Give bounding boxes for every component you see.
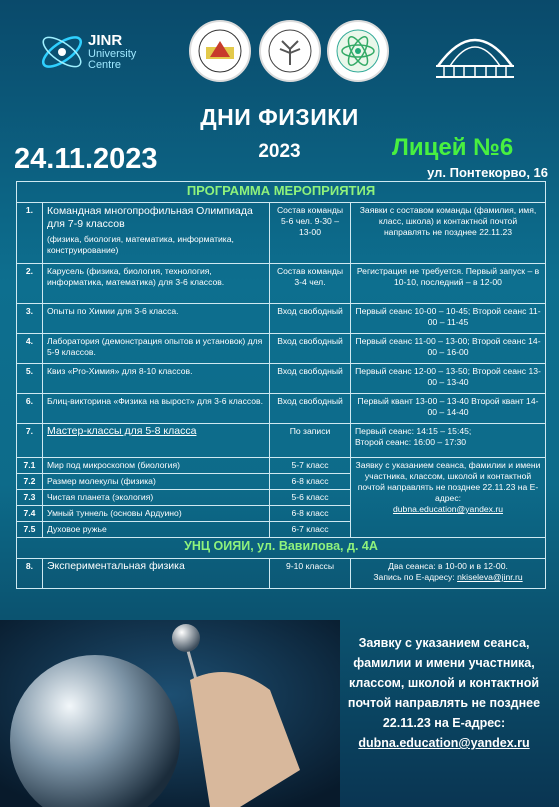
table-row [17,424,546,458]
row-number: 5. [17,364,43,394]
program-table [16,181,546,589]
jinr-university-centre-logo [38,24,168,84]
school-tree-emblem [259,20,321,82]
table-row [17,559,546,589]
master-class-info: Заявку с указанием сеанса, фамилии и имени участника, классом, школой и контактной почтой направлять не позднее 22.11.23 на Е-адрес: [355,460,541,503]
section-heading: УНЦ ОИЯИ, ул. Вавилова, д. 4А [17,538,546,559]
row-team: Вход свободный [270,364,351,394]
row-grade: 9-10 классы [270,559,351,589]
row-title: Мир под микроскопом (биология) [43,458,270,474]
registration-text: Заявку с указанием сеанса, фамилии и имени участника, классом, школой и контактной почтой направлять не позднее 22.11.23 на Е-адрес: [347,636,541,730]
row-contact-label: Запись по Е-адресу: [373,572,455,582]
table-row [17,304,546,334]
row-title: Блиц-викторина «Физика на вырост» для 3-6 классов. [43,394,270,424]
jinr-logo-title: JINR [88,32,123,49]
row-number: 7. [17,424,43,458]
row-title: Размер молекулы (физика) [43,474,270,490]
row-title: Умный туннель (основы Ардуино) [43,506,270,522]
master-class-email-link[interactable]: dubna.education@yandex.ru [392,504,504,514]
row-team: По записи [270,424,351,458]
row-title: Командная многопрофильная Олимпиада для 7-9 классов [47,205,253,230]
jinr-building-logo [430,20,520,80]
table-row [17,394,546,424]
row-title: Духовое ружье [43,522,270,538]
physics-atom-emblem [327,20,389,82]
registration-email-link[interactable]: dubna.education@yandex.ru [358,736,530,750]
event-year: 2023 [258,141,301,162]
row-grade: 5-7 класс [270,458,351,474]
row-team: Вход свободный [270,394,351,424]
row-info: Первый сеанс 10-00 – 10-45; Второй сеанс 11-00 – 11-45 [351,304,546,334]
atom-logo-icon [38,24,88,80]
row-team: Состав команды 3-4 чел. [270,264,351,304]
dubna-city-emblem [189,20,251,82]
row-number: 2. [17,264,43,304]
row-title: Мастер-классы для 5-8 класса [43,424,270,458]
row-info-cell [351,559,546,589]
jinr-logo-subtitle: University Centre [88,48,137,71]
row-info: Первый квант 13-00 – 13-40 Второй квант 14-00 – 14-40 [351,394,546,424]
table-row [17,458,546,474]
row-title: Карусель (физика, биология, технология, информатика, математика) для 3-6 классов. [43,264,270,304]
row-number: 7.1 [17,458,43,474]
contact-email-link[interactable]: nkiseleva@jinr.ru [457,572,523,582]
row-info: Заявки с составом команды (фамилия, имя, класс, школа) и контактной почтой направлять не позднее 22.11.23 [351,203,546,264]
row-number: 7.3 [17,490,43,506]
row-grade: 6-8 класс [270,506,351,522]
row-info: Два сеанса: в 10-00 и в 12-00. [388,561,508,571]
lyceum-address: ул. Понтекорво, 16 [427,165,548,180]
session-1: Первый сеанс: 14:15 – 15:45; [355,426,472,436]
table-row [17,334,546,364]
row-number: 7.4 [17,506,43,522]
table-heading-row [17,182,546,203]
row-grade: 6-8 класс [270,474,351,490]
program-heading: ПРОГРАММА МЕРОПРИЯТИЯ [17,182,546,203]
event-date: 24.11.2023 [14,143,158,175]
row-title-cell [43,203,270,264]
section-heading-row [17,538,546,559]
row-info: Первый сеанс 12-00 – 13-50; Второй сеанс 13-00 – 13-40 [351,364,546,394]
row-team: Вход свободный [270,334,351,364]
table-row [17,203,546,264]
session-2: Второй сеанс: 16:00 – 17:30 [355,437,467,447]
row-number: 4. [17,334,43,364]
row-grade: 6-7 класс [270,522,351,538]
row-number: 6. [17,394,43,424]
row-number: 7.5 [17,522,43,538]
row-team: Состав команды 5-6 чел. 9-30 – 13-00 [270,203,351,264]
row-number: 7.2 [17,474,43,490]
row-info-cell [351,424,546,458]
registration-note [336,633,552,753]
row-title: Экспериментальная физика [43,559,270,589]
row-info: Первый сеанс 11-00 – 13-00; Второй сеанс 14-00 – 16-00 [351,334,546,364]
row-number: 3. [17,304,43,334]
row-number: 8. [17,559,43,589]
row-title: Опыты по Химии для 3-6 класса. [43,304,270,334]
row-info: Регистрация не требуется. Первый запуск – в 10-10, последний – в 12-00 [351,264,546,304]
event-title: ДНИ ФИЗИКИ [200,104,359,130]
row-title: Лаборатория (демонстрация опытов и установок) для 5-9 классов. [43,334,270,364]
physics-demo-photo [0,620,340,807]
row-number: 1. [17,203,43,264]
row-grade: 5-6 класс [270,490,351,506]
table-row [17,364,546,394]
row-title: Квиз «Pro-Химия» для 8-10 классов. [43,364,270,394]
row-title: Чистая планета (экология) [43,490,270,506]
lyceum-name: Лицей №6 [392,134,514,161]
row-contact [355,572,541,583]
row-team: Вход свободный [270,304,351,334]
master-class-info-cell [351,458,546,538]
row-subtitle: (физика, биология, математика, информатика, конструирование) [47,234,234,255]
table-row [17,264,546,304]
